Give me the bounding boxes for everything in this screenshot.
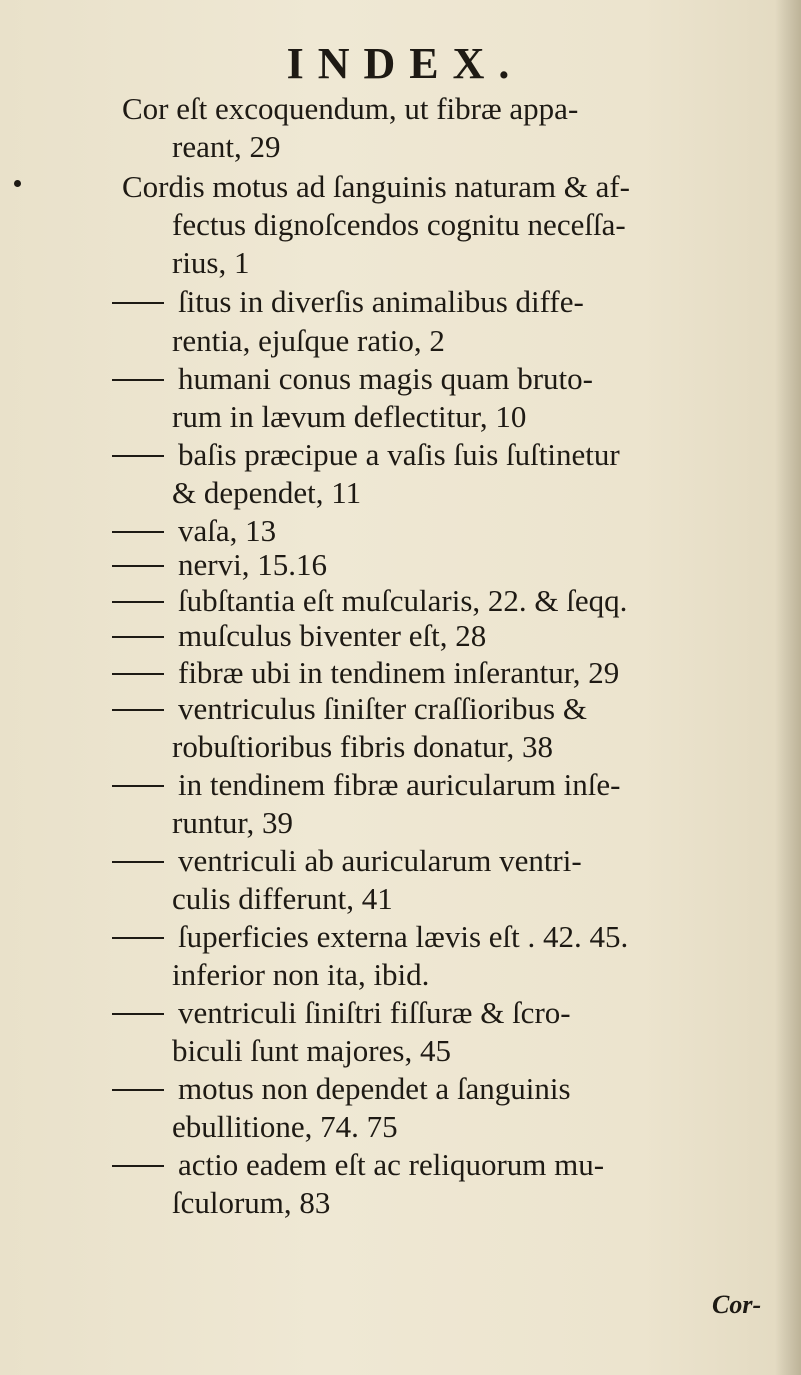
entry-text: ventriculi ſiniſtri fiſſuræ & ſcro-: [178, 995, 571, 1030]
index-entry-line: [172, 958, 429, 992]
entry-text: reant, 29: [172, 129, 281, 164]
repeat-dash: [112, 861, 164, 863]
index-subentry: [112, 548, 327, 582]
entry-text: culis differunt, 41: [172, 881, 393, 916]
entry-text: Cordis motus ad ſanguinis naturam & af-: [122, 169, 630, 204]
index-subentry: [112, 844, 582, 878]
repeat-dash: [112, 1013, 164, 1015]
index-subentry: [112, 584, 627, 618]
repeat-dash: [112, 673, 164, 675]
entry-text: vaſa, 13: [178, 513, 277, 548]
repeat-dash: [112, 379, 164, 381]
index-entry-line: [172, 806, 293, 840]
entry-text: biculi ſunt majores, 45: [172, 1033, 451, 1068]
index-subentry: [112, 362, 593, 396]
entry-text: rius, 1: [172, 245, 250, 280]
repeat-dash: [112, 565, 164, 567]
index-subentry: [112, 285, 584, 319]
index-entry-line: [172, 246, 250, 280]
entry-text: inferior non ita, ibid.: [172, 957, 430, 992]
index-entry-line: [172, 208, 626, 242]
entry-text: in tendinem fibræ auricularum inſe-: [178, 767, 621, 802]
entry-text: & dependet, 11: [172, 475, 362, 510]
entry-text: fibræ ubi in tendinem inſerantur, 29: [178, 655, 620, 690]
index-entry-line: [172, 1186, 330, 1220]
entry-text: ventriculus ſiniſter craſſioribus &: [178, 691, 587, 726]
entry-text: rum in lævum deflectitur, 10: [172, 399, 527, 434]
index-subentry: [112, 514, 276, 548]
entry-text: rentia, ejuſque ratio, 2: [172, 323, 445, 358]
index-entry-line: [172, 324, 445, 358]
index-entry-line: [172, 130, 280, 164]
repeat-dash: [112, 636, 164, 638]
catchword: Cor-: [712, 1290, 762, 1319]
page-title: INDEX.: [286, 39, 524, 88]
entry-text: ventriculi ab auricularum ventri-: [178, 843, 582, 878]
index-subentry: [112, 920, 628, 954]
index-entry-line: [122, 170, 630, 204]
index-subentry: [112, 996, 571, 1030]
page-edge-shadow: [775, 0, 801, 1375]
repeat-dash: [112, 937, 164, 939]
entry-text: robuſtioribus fibris donatur, 38: [172, 729, 554, 764]
entry-text: fectus dignoſcendos cognitu neceſſa-: [172, 207, 626, 242]
entry-text: runtur, 39: [172, 805, 294, 840]
repeat-dash: [112, 302, 164, 304]
entry-text: actio eadem eſt ac reliquorum mu-: [178, 1147, 605, 1182]
entry-text: humani conus magis quam bruto-: [178, 361, 593, 396]
index-subentry: [112, 768, 620, 802]
index-entry-line: [172, 1110, 398, 1144]
index-subentry: [112, 619, 486, 653]
entry-text: motus non dependet a ſanguinis: [178, 1071, 571, 1106]
index-entry-line: [172, 476, 361, 510]
entry-text: ſuperficies externa lævis eſt . 42. 45.: [178, 919, 629, 954]
index-entry-line: [172, 400, 526, 434]
index-subentry: [112, 1148, 604, 1182]
repeat-dash: [112, 709, 164, 711]
entry-text: ebullitione, 74. 75: [172, 1109, 398, 1144]
entry-text: Cor eſt excoquendum, ut fibræ appa-: [122, 91, 579, 126]
repeat-dash: [112, 531, 164, 533]
ink-dot: [14, 180, 21, 187]
index-entry-line: [172, 882, 393, 916]
index-subentry: [112, 656, 619, 690]
index-subentry: [112, 1072, 571, 1106]
repeat-dash: [112, 785, 164, 787]
repeat-dash: [112, 1165, 164, 1167]
entry-text: baſis præcipue a vaſis ſuis ſuſtinetur: [178, 437, 620, 472]
index-entry-line: [172, 730, 553, 764]
index-subentry: [112, 438, 620, 472]
index-subentry: [112, 692, 587, 726]
entry-text: ſculorum, 83: [172, 1185, 331, 1220]
repeat-dash: [112, 455, 164, 457]
repeat-dash: [112, 601, 164, 603]
repeat-dash: [112, 1089, 164, 1091]
index-entry-line: [172, 1034, 451, 1068]
entry-text: ſitus in diverſis animalibus diffe-: [178, 284, 584, 319]
entry-text: nervi, 15.16: [178, 547, 327, 582]
entry-text: muſculus biventer eſt, 28: [178, 618, 487, 653]
entry-text: ſubſtantia eſt muſcularis, 22. & ſeqq.: [178, 583, 628, 618]
index-entry-line: [122, 92, 578, 126]
